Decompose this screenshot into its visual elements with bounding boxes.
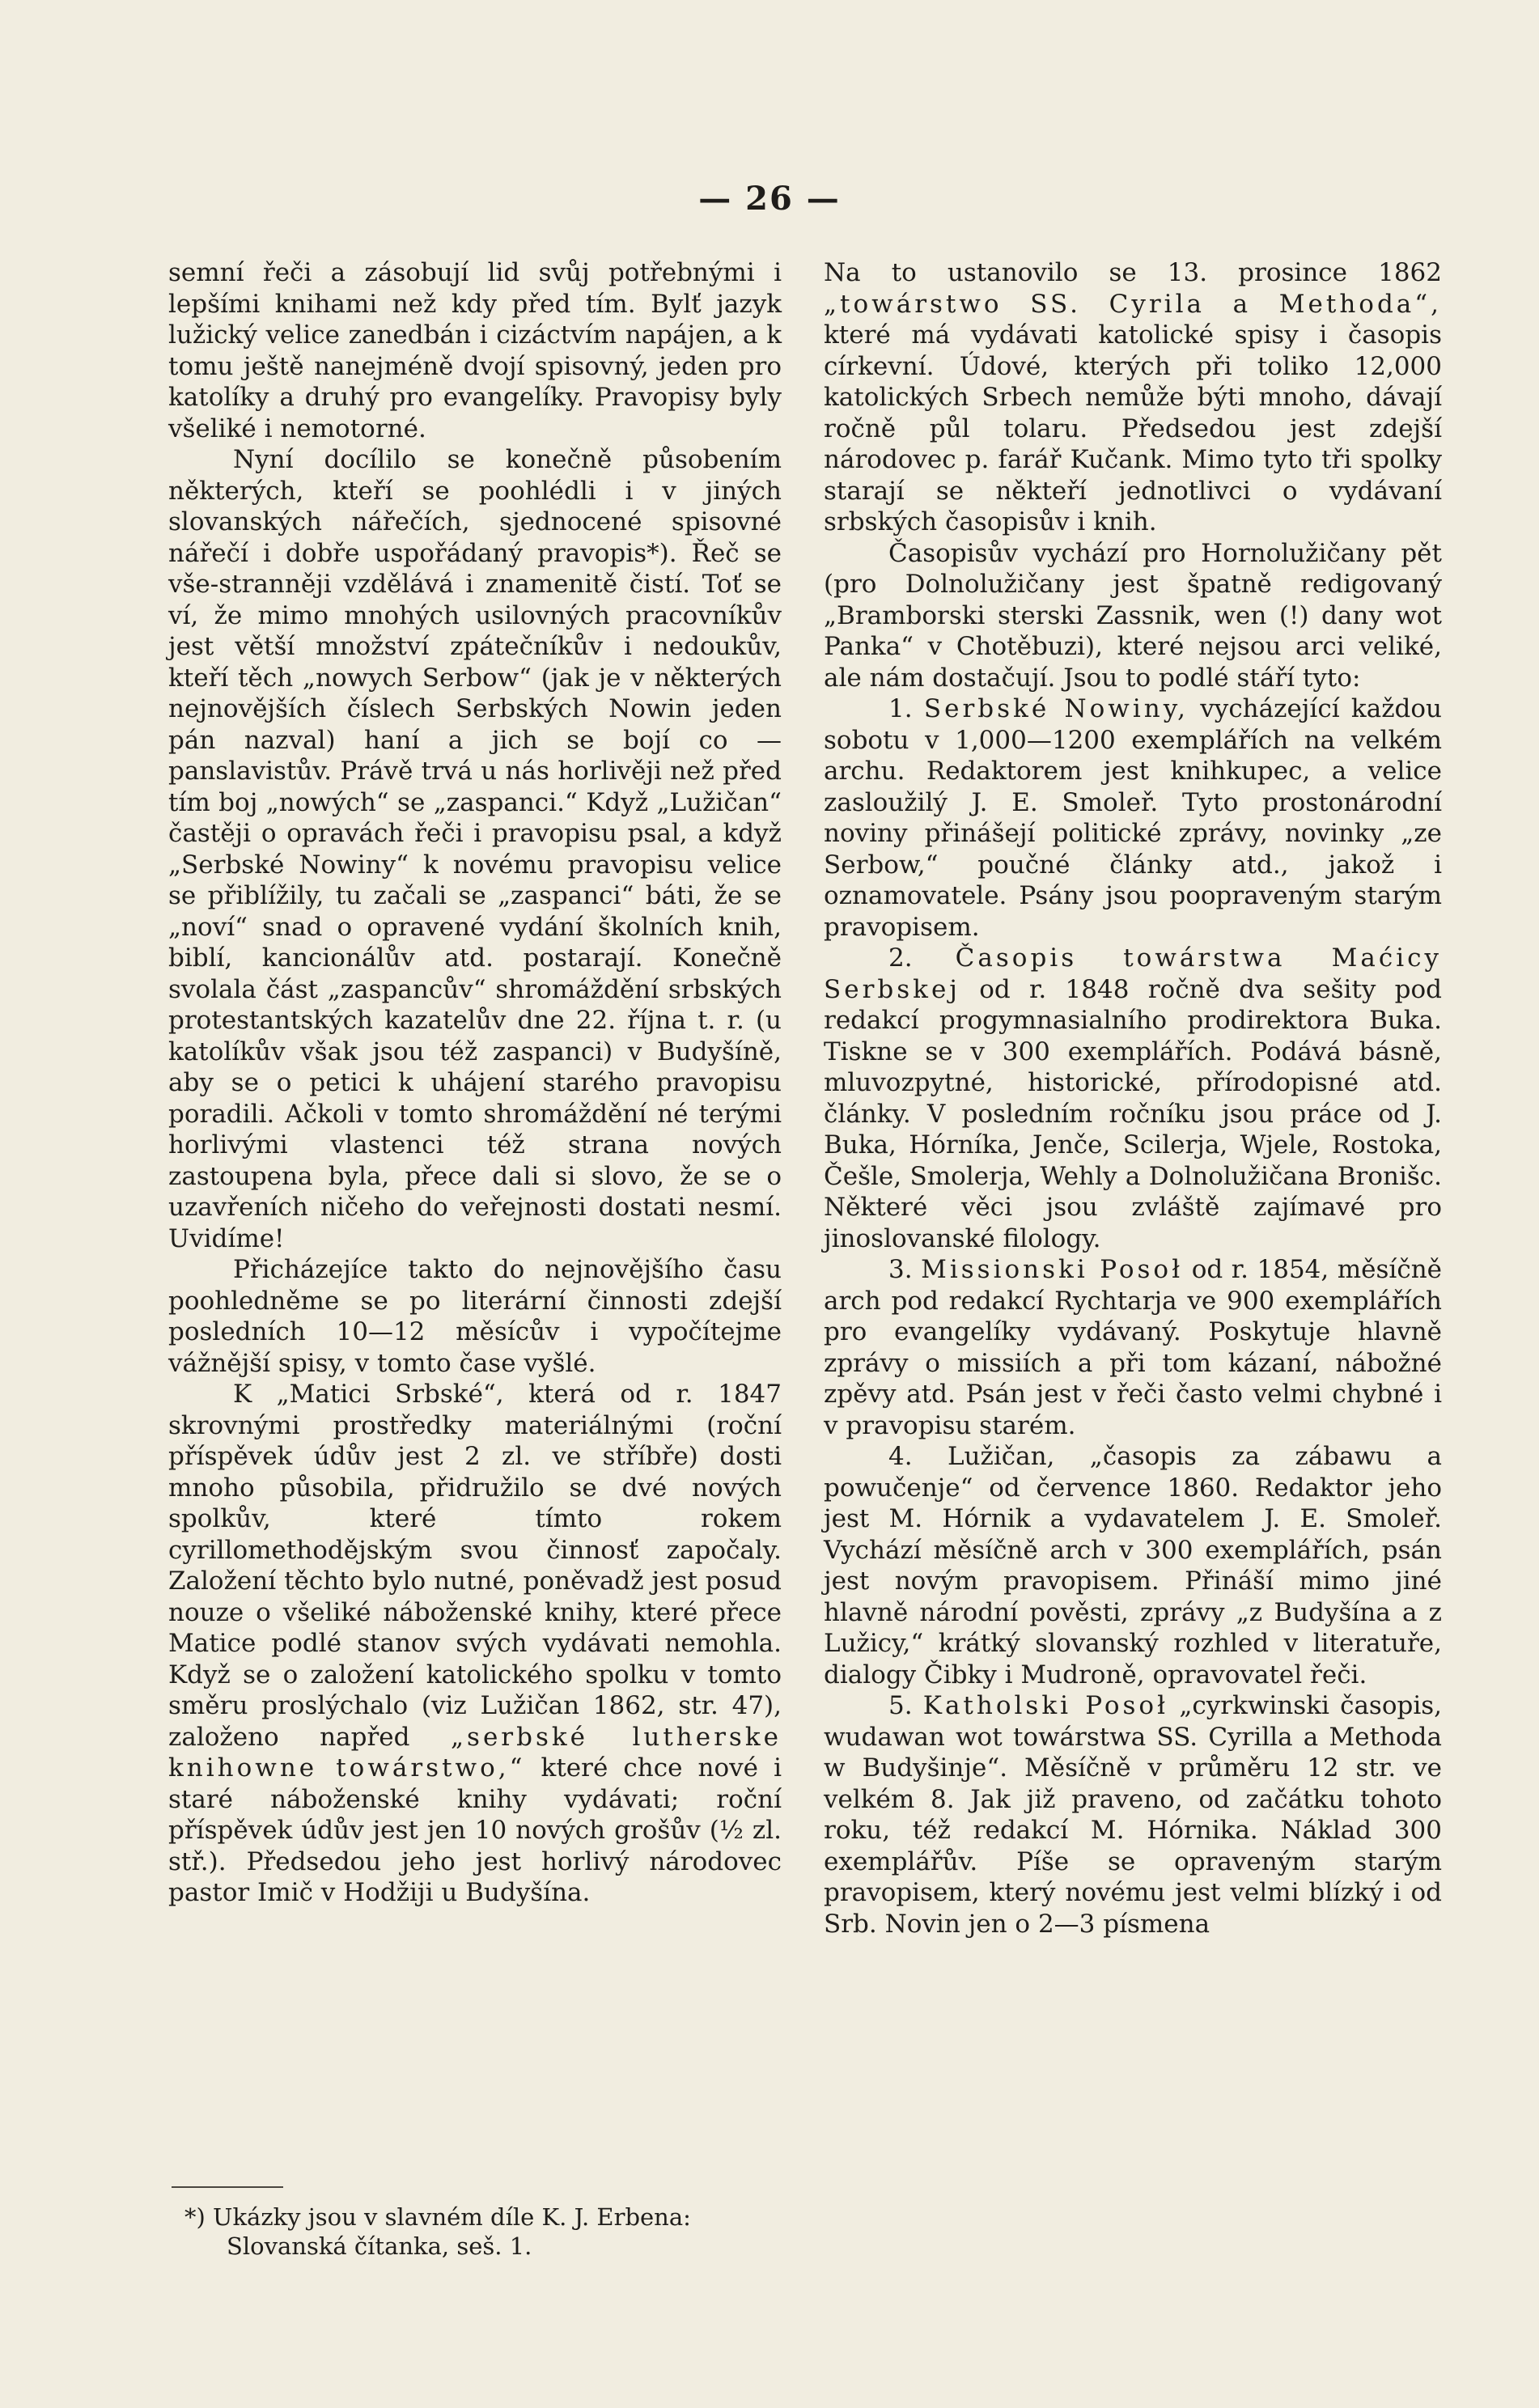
list-item	[824, 693, 1442, 943]
item-title: Missionski Posoł	[921, 1255, 1184, 1284]
item-text: od r. 1854, měsíčně arch pod redakcí Rychtarja ve 900 exemplářích pro evangelíky vydávaný. Poskytuje hlavně zprávy o missiích a při tom kázaní, nábožné zpěvy atd. Psán jest v řeči často velmi chybné i v pravopisu starém.	[824, 1255, 1443, 1440]
item-title: Časopis towárstwa Maćicy Serbskej	[824, 943, 1442, 1004]
item-number: 4.	[888, 1442, 913, 1471]
paragraph	[168, 1379, 782, 1909]
paragraph: semní řeči a zásobují lid svůj potřebnými i lepšími knihami než kdy před tím. Bylť jazyk lužický velice zanedbán i cizáctvím napájen, a k tomu ještě nanejméně dvojí spisovný, jeden pro katolíky a druhý pro evangelíky. Pravopisy byly všeliké i nemotorné.	[168, 258, 782, 443]
list-item	[824, 943, 1442, 1254]
item-number: 5.	[888, 1691, 913, 1720]
list-item	[824, 1441, 1442, 1690]
item-text: Lužičan, „časopis za zábawu a powučenje“ od července 1860. Redaktor jeho jest M. Hórnik a vydavatelem J. E. Smoleř. Vychází měsíčně arch v 300 exemplářích, psán jest novým pravopisem. Přináší mimo jiné hlavně národní pověsti, zprávy „z Budyšína a z Lužicy,“ krátký slovanský rozhled v literatuře, dialogy Čibky i Mudroně, opravovatel řeči.	[824, 1442, 1442, 1689]
list-item	[824, 1690, 1442, 1940]
paragraph: Nyní docílilo se konečně působením některých, kteří se poohlédli i v jiných slovanských nářečích, sjednocené spisovné nářečí i dobře uspořádaný pravopis*). Řeč se vše-stranněji vzdělává i znamenitě čistí. Toť se ví, že mimo mnohých usilovných pracovníkův jest větší množství zpátečníkův i nedoukův, kteří těch „nowych Serbow“ (jak je v některých nejnovějších číslech Serbských Nowin jeden pán nazval) haní a jich se bojí co — panslavistův. Právě trvá u nás horlivěji než před tím boj „nowých“ se „zaspanci.“ Když „Lužičan“ častěji o opravách řeči i pravopisu psal, a když „Serbské Nowiny“ k novému pravopisu velice se přiblížily, tu začali se „zaspanci“ báti, že se „noví“ snad o opravené vydání školních knih, biblí, kancionálův atd. postarají. Konečně svolala část „zaspancův“ shromáždění srbských protestantských kazatelův dne 22. října t. r. (u katolíkův však jsou též zaspanci) v Budyšíně, aby se o petici k uhájení starého pravopisu poradili. Ačkoli v tomto shromáždění né terými horlivými vlastenci též strana nových zastoupena byla, přece dali si slovo, že se o uzavřeních ničeho do veřejnosti dostati nesmí. Uvidíme!	[168, 445, 782, 1253]
item-text: „cyrkwinski časopis, wudawan wot towárstwa SS. Cyrilla a Methoda w Budyšinje“. Měsíčně v průměru 12 str. ve velkém 8. Jak již praveno, od začátku tohoto roku, též redakcí M. Hórnika. Náklad 300 exemplářův. Píše se opraveným starým pravopisem, který novému jest velmi blízký i od Srb. Novin jen o 2—3 písmena	[824, 1691, 1443, 1939]
list-item	[824, 1254, 1442, 1441]
page-number: — 26 —	[698, 180, 841, 218]
footnote-line: Slovanská čítanka, seš. 1.	[227, 2232, 532, 2260]
item-number: 1.	[888, 694, 913, 723]
item-number: 3.	[888, 1255, 913, 1284]
spaced-title: „serbské lutherske knihowne towárstwo,“	[168, 1722, 782, 1783]
item-number: 2.	[888, 943, 913, 973]
spaced-title: „towárstwo SS. Cyrila a Methoda“,	[824, 289, 1442, 319]
item-title: Serbské Nowiny,	[923, 694, 1189, 723]
item-text: od r. 1848 ročně dva sešity pod redakcí progymnasialního prodirektora Buka. Tiskne se v 300 exemplářích. Podává básně, mluvozpytné, historické, přírodopisné atd. články. V posledním ročníku jsou práce od J. Buka, Hórníka, Jenče, Scilerja, Wjele, Rostoka, Češle, Smolerja, Wehly a Dolnolužičana Bronišc. Některé věci jsou zvláště zajímavé pro jinoslovanské filology.	[824, 974, 1443, 1253]
left-column	[168, 257, 782, 1909]
footnote-line: *) Ukázky jsou v slavném díle K. J. Erbena:	[184, 2203, 691, 2231]
item-title: Katholski Posoł	[922, 1691, 1169, 1720]
text-run: Na to ustanovilo se 13. prosince 1862	[824, 258, 1442, 287]
paragraph	[824, 257, 1442, 538]
footnote	[184, 2202, 799, 2261]
text-run: které chce nové i staré náboženské knihy vydávati; roční příspěvek údův jest jen 10 nových grošův (½ zl. stř.). Předsedou jeho jest horlivý národovec pastor Imič v Hodžiji u Budyšína.	[168, 1753, 782, 1907]
paragraph: Časopisův vychází pro Hornolužičany pět (pro Dolnolužičany jest špatně redigovaný „Bramborski sterski Zassnik, wen (!) dany wot Panka“ v Chotěbuzi), které nejsou arci veliké, ale nám dostačují. Jsou to podlé stáří tyto:	[824, 538, 1442, 693]
text-run: které má vydávati katolické spisy i časopis církevní. Údové, kterých při toliko 12,000 katolických Srbech nemůže býti mnoho, dávají ročně půl tolaru. Předsedou jest zdejší národovec p. farář Kučank. Mimo tyto tři spolky starají se někteří jednotlivci o vydávaní srbských časopisův i knih.	[824, 320, 1442, 536]
text-run: K „Matici Srbské“, která od r. 1847 skrovnými prostředky materiálnými (roční příspěvek údův jest 2 zl. ve stříbře) dosti mnoho působila, přidružilo se dvé nových spolkův, které tímto rokem cyrillomethodějským svou činnosť započaly. Založení těchto bylo nutné, poněvadž jest posud nouze o všeliké náboženské knihy, které přece Matice podlé stanov svých vydávati nemohla. Když se o založení katolického spolku v tomto směru proslýchalo (viz Lužičan 1862, str. 47), založeno napřed	[168, 1380, 782, 1752]
paragraph: Přicházejíce takto do nejnovějšího času poohledněme se po literární činnosti zdejší posledních 10—12 měsícův i vypočítejme vážnější spisy, v tomto čase vyšlé.	[168, 1255, 782, 1378]
item-text: vycházející každou sobotu v 1,000—1200 exemplářích na velkém archu. Redaktorem jest knihkupec, a velice zasloužilý J. E. Smoleř. Tyto prostonárodní noviny přinášejí politické zprávy, novinky „ze Serbow,“ poučné články atd., jakož i oznamovatele. Psány jsou poopraveným starým pravopisem.	[824, 694, 1443, 942]
right-column	[824, 257, 1442, 1940]
footnote-divider	[172, 2186, 283, 2188]
